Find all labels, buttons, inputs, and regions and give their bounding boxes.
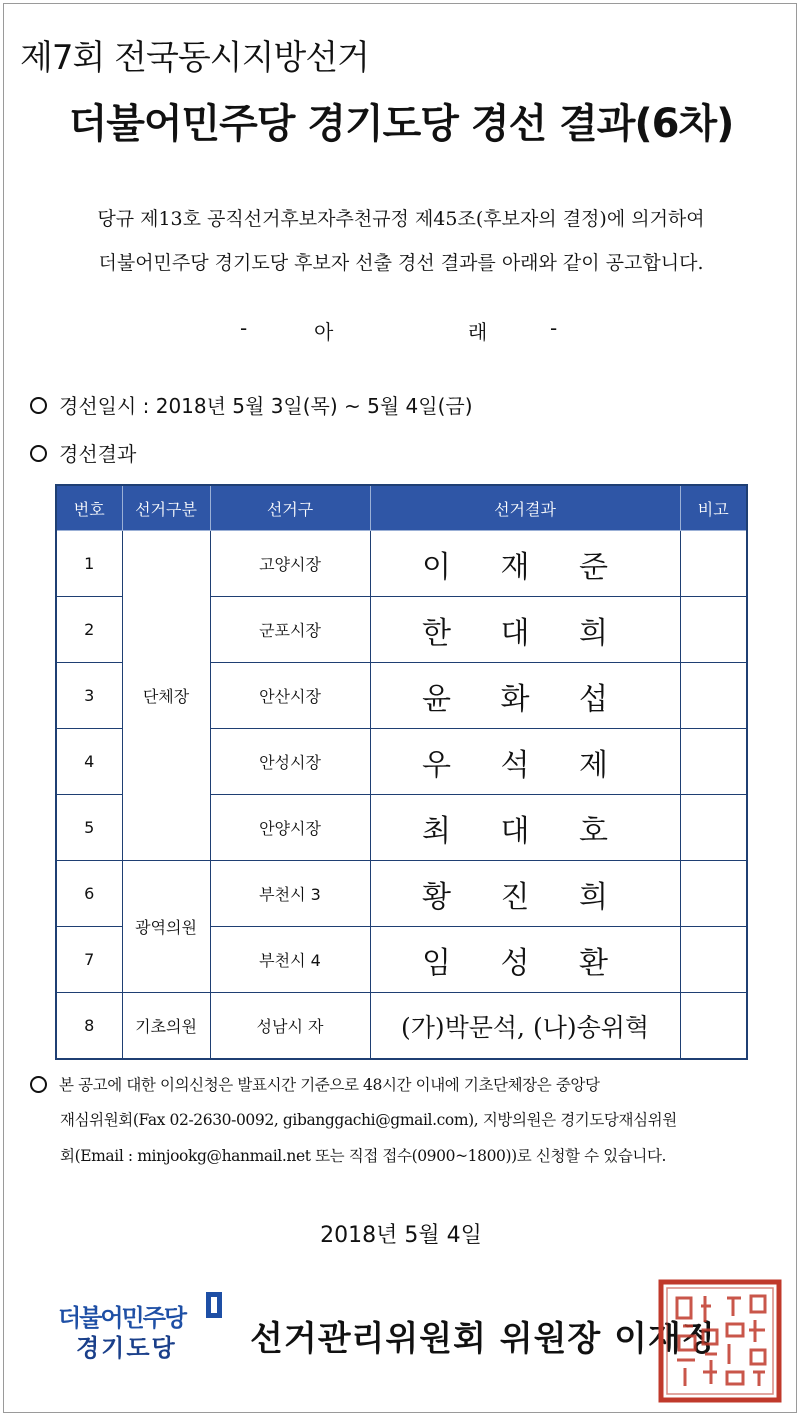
notice-line-1 [30,1073,790,1095]
row-no: 3 [56,663,122,729]
row-district: 부천시 3 [210,861,370,927]
bullet-circle-icon [30,397,47,414]
intro-line-1: 당규 제13호 공직선거후보자추천규정 제45조(후보자의 결정)에 의거하여 [97,208,705,230]
row-note [680,663,747,729]
row-district: 고양시장 [210,531,370,597]
event-title: 제7회 전국동시지방선거 [20,38,369,78]
group-local: 기초의원 [122,993,210,1060]
signer: 선거관리위원회 위원장 이재정 [250,1319,716,1359]
row-district: 성남시 자 [210,993,370,1060]
schedule-text: 경선일시 : 2018년 5월 3일(목) ~ 5월 4일(금) [59,394,473,418]
below-char-a: 아 [314,320,334,344]
header-category: 선거구분 [122,485,210,531]
table-header-row [56,485,747,531]
results-heading: 경선결과 [59,442,137,466]
below-char-rae: 래 [468,320,488,344]
row-no: 7 [56,927,122,993]
schedule-item [30,390,473,419]
notice-text-1: 본 공고에 대한 이의신청은 발표시간 기준으로 48시간 이내에 기초단체장은 중앙당 [59,1076,600,1094]
group-provincial: 광역의원 [122,861,210,993]
row-result: 이 재 준 [370,531,680,597]
row-note [680,795,747,861]
row-result: 윤 화 섭 [370,663,680,729]
row-district: 군포시장 [210,597,370,663]
notice-line-2: 재심위원회(Fax 02-2630-0092, gibanggachi@gmail.com), 지방의원은 경기도당재심위원 [60,1111,677,1129]
header-district: 선거구 [210,485,370,531]
notice-line-3: 회(Email : minjookg@hanmail.net 또는 직접 접수(0900~1800))로 신청할 수 있습니다. [60,1147,667,1165]
row-note [680,531,747,597]
row-note [680,597,747,663]
party-mark-icon [206,1292,222,1318]
table-row [56,531,747,597]
official-seal-icon [655,1276,785,1406]
results-heading-item [30,438,136,467]
row-note [680,729,747,795]
row-district: 안산시장 [210,663,370,729]
bullet-circle-icon [30,1076,47,1093]
issue-date: 2018년 5월 4일 [320,1223,482,1248]
row-result: 우 석 제 [370,729,680,795]
row-note [680,861,747,927]
row-district: 부천시 4 [210,927,370,993]
row-result: 한 대 희 [370,597,680,663]
intro-line-2: 더불어민주당 경기도당 후보자 선출 경선 결과를 아래와 같이 공고합니다. [98,252,704,274]
row-result: 임 성 환 [370,927,680,993]
row-no: 1 [56,531,122,597]
table-row [56,861,747,927]
logo-line-1: 더불어민주당 [58,1304,186,1332]
logo-line-2: 경기도당 [76,1334,177,1362]
row-no: 6 [56,861,122,927]
group-mayor: 단체장 [122,531,210,861]
row-district: 안양시장 [210,795,370,861]
row-district: 안성시장 [210,729,370,795]
below-dash-right: - [550,316,558,340]
row-no: 2 [56,597,122,663]
header-no: 번호 [56,485,122,531]
party-logo [58,1292,228,1362]
row-note [680,993,747,1060]
row-result: 황 진 희 [370,861,680,927]
row-no: 5 [56,795,122,861]
below-dash-left: - [240,316,248,340]
row-note [680,927,747,993]
header-result: 선거결과 [370,485,680,531]
header-note: 비고 [680,485,747,531]
row-result: 최 대 호 [370,795,680,861]
row-no: 8 [56,993,122,1060]
results-table [55,484,748,1060]
page-title: 더불어민주당 경기도당 경선 결과(6차) [68,101,734,147]
table-row [56,993,747,1060]
bullet-circle-icon [30,445,47,462]
row-result: (가)박문석, (나)송위혁 [370,993,680,1060]
row-no: 4 [56,729,122,795]
